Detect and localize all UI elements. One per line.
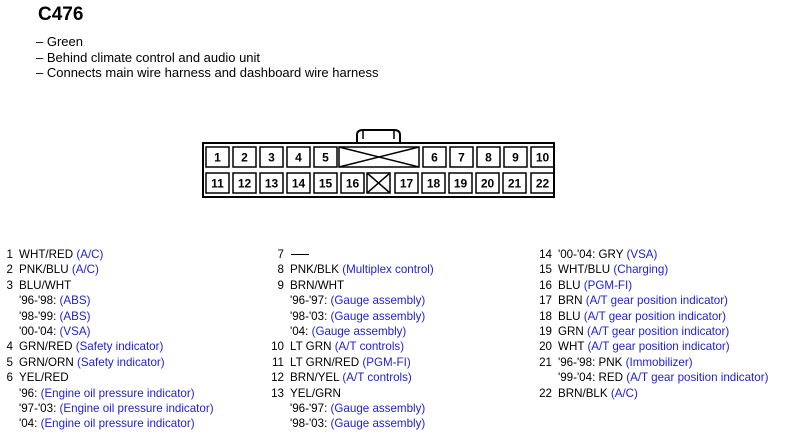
svg-text:14: 14 — [291, 176, 306, 191]
svg-text:7: 7 — [458, 150, 465, 165]
pin-entry-22 — [539, 386, 768, 401]
wire-color: GRN/ORN — [19, 355, 74, 369]
pin-number: 1 — [6, 248, 13, 261]
circuit-description: (PGM-FI) — [362, 355, 411, 369]
model-years: '98-'99: — [19, 309, 57, 323]
svg-text:8: 8 — [485, 150, 492, 165]
svg-text:21: 21 — [507, 176, 522, 191]
model-years: '97-'03: — [19, 401, 57, 415]
pin-subentry — [290, 324, 434, 339]
info-color: – Green — [36, 34, 83, 49]
pin-number: 5 — [6, 355, 13, 369]
circuit-description: (PGM-FI) — [583, 278, 633, 292]
pin-entry-5 — [6, 355, 214, 370]
circuit-description: (A/T gear position indicator) — [626, 371, 769, 385]
circuit-description: (A/C) — [76, 248, 104, 261]
pin-number: 14 — [539, 248, 552, 261]
circuit-description: (Multiplex control) — [342, 263, 434, 277]
circuit-description: (Gauge assembly) — [330, 401, 426, 415]
pin-number: 11 — [271, 355, 284, 369]
svg-text:18: 18 — [426, 176, 441, 191]
connector-face-diagram — [202, 127, 556, 199]
pin-number: 7 — [277, 248, 284, 261]
wire-color: YEL/GRN — [290, 386, 341, 400]
svg-text:2: 2 — [241, 150, 248, 165]
wire-color: BRN/YEL — [290, 371, 340, 385]
wire-color: GRN/RED — [19, 340, 73, 354]
unused-pin-dash — [291, 254, 309, 255]
pin-entry-20 — [539, 339, 768, 354]
svg-text:9: 9 — [512, 150, 519, 165]
circuit-description: (Engine oil pressure indicator) — [59, 401, 214, 415]
circuit-description: (VSA) — [59, 324, 91, 338]
pin-number: 18 — [539, 309, 552, 323]
wire-color: BRN — [558, 294, 583, 308]
pin-number: 15 — [539, 263, 552, 277]
pin-entry-7 — [277, 247, 434, 262]
wire-color: WHT — [558, 340, 585, 354]
wire-color: GRN — [558, 324, 584, 338]
svg-text:3: 3 — [268, 150, 275, 165]
wire-color: WHT/RED — [19, 248, 74, 261]
connector-title: C476 — [38, 4, 84, 25]
svg-text:20: 20 — [480, 176, 495, 191]
svg-text:1: 1 — [214, 150, 221, 165]
wire-color: BRN/BLK — [558, 386, 608, 400]
circuit-description: (Charging) — [613, 263, 669, 277]
pin-number: 9 — [277, 278, 284, 292]
circuit-description: (A/T controls) — [334, 340, 405, 354]
pin-entry-4 — [6, 339, 214, 354]
wire-color: WHT/BLU — [558, 263, 611, 277]
pin-list-col1 — [6, 247, 214, 432]
circuit-description: (Safety indicator) — [76, 355, 165, 369]
pin-number: 16 — [539, 278, 552, 292]
circuit-description: (Safety indicator) — [75, 340, 164, 354]
pin-number: 4 — [6, 340, 13, 354]
circuit-description: (Gauge assembly) — [330, 294, 426, 308]
circuit-description: (A/C) — [71, 263, 99, 277]
pin-subentry — [19, 293, 214, 308]
pin-subentry — [19, 416, 214, 431]
pin-number: 2 — [6, 263, 13, 277]
model-years: '96: — [19, 386, 38, 400]
pin-subentry — [290, 416, 434, 431]
pin-number: 17 — [539, 294, 552, 308]
pin-number: 6 — [6, 371, 13, 385]
svg-text:15: 15 — [318, 176, 333, 191]
pin-number: 12 — [271, 371, 284, 385]
circuit-description: (A/C) — [610, 386, 638, 400]
pin-subentry — [290, 401, 434, 416]
model-years: '99-'04: RED — [558, 371, 623, 385]
svg-text:19: 19 — [453, 176, 468, 191]
pin-list-col3 — [539, 247, 769, 401]
pin-entry-21 — [539, 355, 768, 370]
circuit-description: (Gauge assembly) — [311, 324, 407, 338]
svg-text:5: 5 — [322, 150, 329, 165]
pin-number: 3 — [6, 278, 13, 292]
wire-color: LT GRN — [290, 340, 332, 354]
pin-number: 19 — [539, 324, 552, 338]
pin-subentry — [19, 324, 214, 339]
pin-number: 22 — [539, 386, 552, 400]
pin-entry-8 — [277, 262, 434, 277]
model-years: '00-'04: — [19, 324, 57, 338]
wire-color: BLU/WHT — [19, 278, 72, 292]
svg-text:10: 10 — [535, 150, 550, 165]
connector-lock-tab — [357, 130, 400, 143]
circuit-description: (A/T gear position indicator) — [585, 294, 728, 308]
pin-entry-15 — [539, 262, 768, 277]
circuit-description: (A/T controls) — [342, 371, 412, 385]
model-years: '98-'03: — [290, 309, 328, 323]
pin-number: 13 — [271, 386, 284, 400]
pin-entry-13 — [271, 386, 434, 401]
wire-color: PNK/BLU — [19, 263, 69, 277]
circuit-description: (A/T gear position indicator) — [583, 309, 726, 323]
pin-number: 10 — [271, 340, 284, 354]
circuit-description: (Gauge assembly) — [330, 417, 426, 431]
svg-text:13: 13 — [264, 176, 279, 191]
pin-number: 8 — [277, 263, 284, 277]
pin-entry-6 — [6, 370, 214, 385]
pin-entry-17 — [539, 293, 768, 308]
svg-text:16: 16 — [345, 176, 360, 191]
circuit-description: (A/T gear position indicator) — [587, 340, 730, 354]
info-location: – Behind climate control and audio unit — [36, 49, 261, 65]
model-years: '04: — [19, 417, 38, 431]
pin-entry-19 — [539, 324, 768, 339]
pin-entry-11 — [271, 355, 434, 370]
pin-list-col2 — [271, 247, 434, 432]
pin-entry-2 — [6, 262, 214, 277]
model-years: '96-'97: — [290, 294, 328, 308]
pin-subentry — [558, 370, 768, 385]
circuit-description: (ABS) — [59, 294, 91, 308]
model-years: '04: — [290, 324, 309, 338]
pin-entry-18 — [539, 309, 768, 324]
pin-subentry — [19, 386, 214, 401]
circuit-description: (ABS) — [59, 309, 91, 323]
svg-text:4: 4 — [295, 150, 302, 165]
pin-entry-12 — [271, 370, 434, 385]
pin-entry-9 — [277, 278, 434, 293]
svg-text:11: 11 — [211, 176, 224, 191]
info-connects: – Connects main wire harness and dashboard wire harness — [36, 65, 379, 80]
pin-entry-3 — [6, 278, 214, 293]
circuit-description: (A/T gear position indicator) — [587, 324, 730, 338]
pin-entry-10 — [271, 339, 434, 354]
wire-color: LT GRN/RED — [290, 355, 360, 369]
pin-subentry — [19, 401, 214, 416]
svg-text:6: 6 — [431, 150, 438, 165]
pin-subentry — [19, 309, 214, 324]
wire-color: BRN/WHT — [290, 278, 345, 292]
pin-entry-14 — [539, 247, 768, 262]
pin-entry-1 — [6, 247, 214, 262]
circuit-description: (VSA) — [626, 248, 658, 261]
wire-color: BLU — [558, 309, 581, 323]
connector-info-list — [36, 34, 379, 81]
model-years: '98-'03: — [290, 417, 328, 431]
wire-color: PNK/BLK — [290, 263, 339, 277]
circuit-description: (Engine oil pressure indicator) — [40, 417, 195, 431]
model-years: '96-'98: — [19, 294, 57, 308]
pin-number: 20 — [539, 340, 552, 354]
wire-color: '96-'98: PNK — [558, 355, 623, 369]
svg-text:22: 22 — [535, 176, 550, 191]
circuit-description: (Engine oil pressure indicator) — [40, 386, 195, 400]
circuit-description: (Immobilizer) — [625, 355, 693, 369]
svg-text:17: 17 — [399, 176, 414, 191]
wire-color: '00-'04: GRY — [558, 248, 624, 261]
svg-text:12: 12 — [237, 176, 252, 191]
circuit-description: (Gauge assembly) — [330, 309, 426, 323]
pin-subentry — [290, 293, 434, 308]
pin-number: 21 — [539, 355, 552, 369]
wire-color: BLU — [558, 278, 581, 292]
wire-color: YEL/RED — [19, 371, 69, 385]
pin-entry-16 — [539, 278, 768, 293]
model-years: '96-'97: — [290, 401, 328, 415]
pin-subentry — [290, 309, 434, 324]
